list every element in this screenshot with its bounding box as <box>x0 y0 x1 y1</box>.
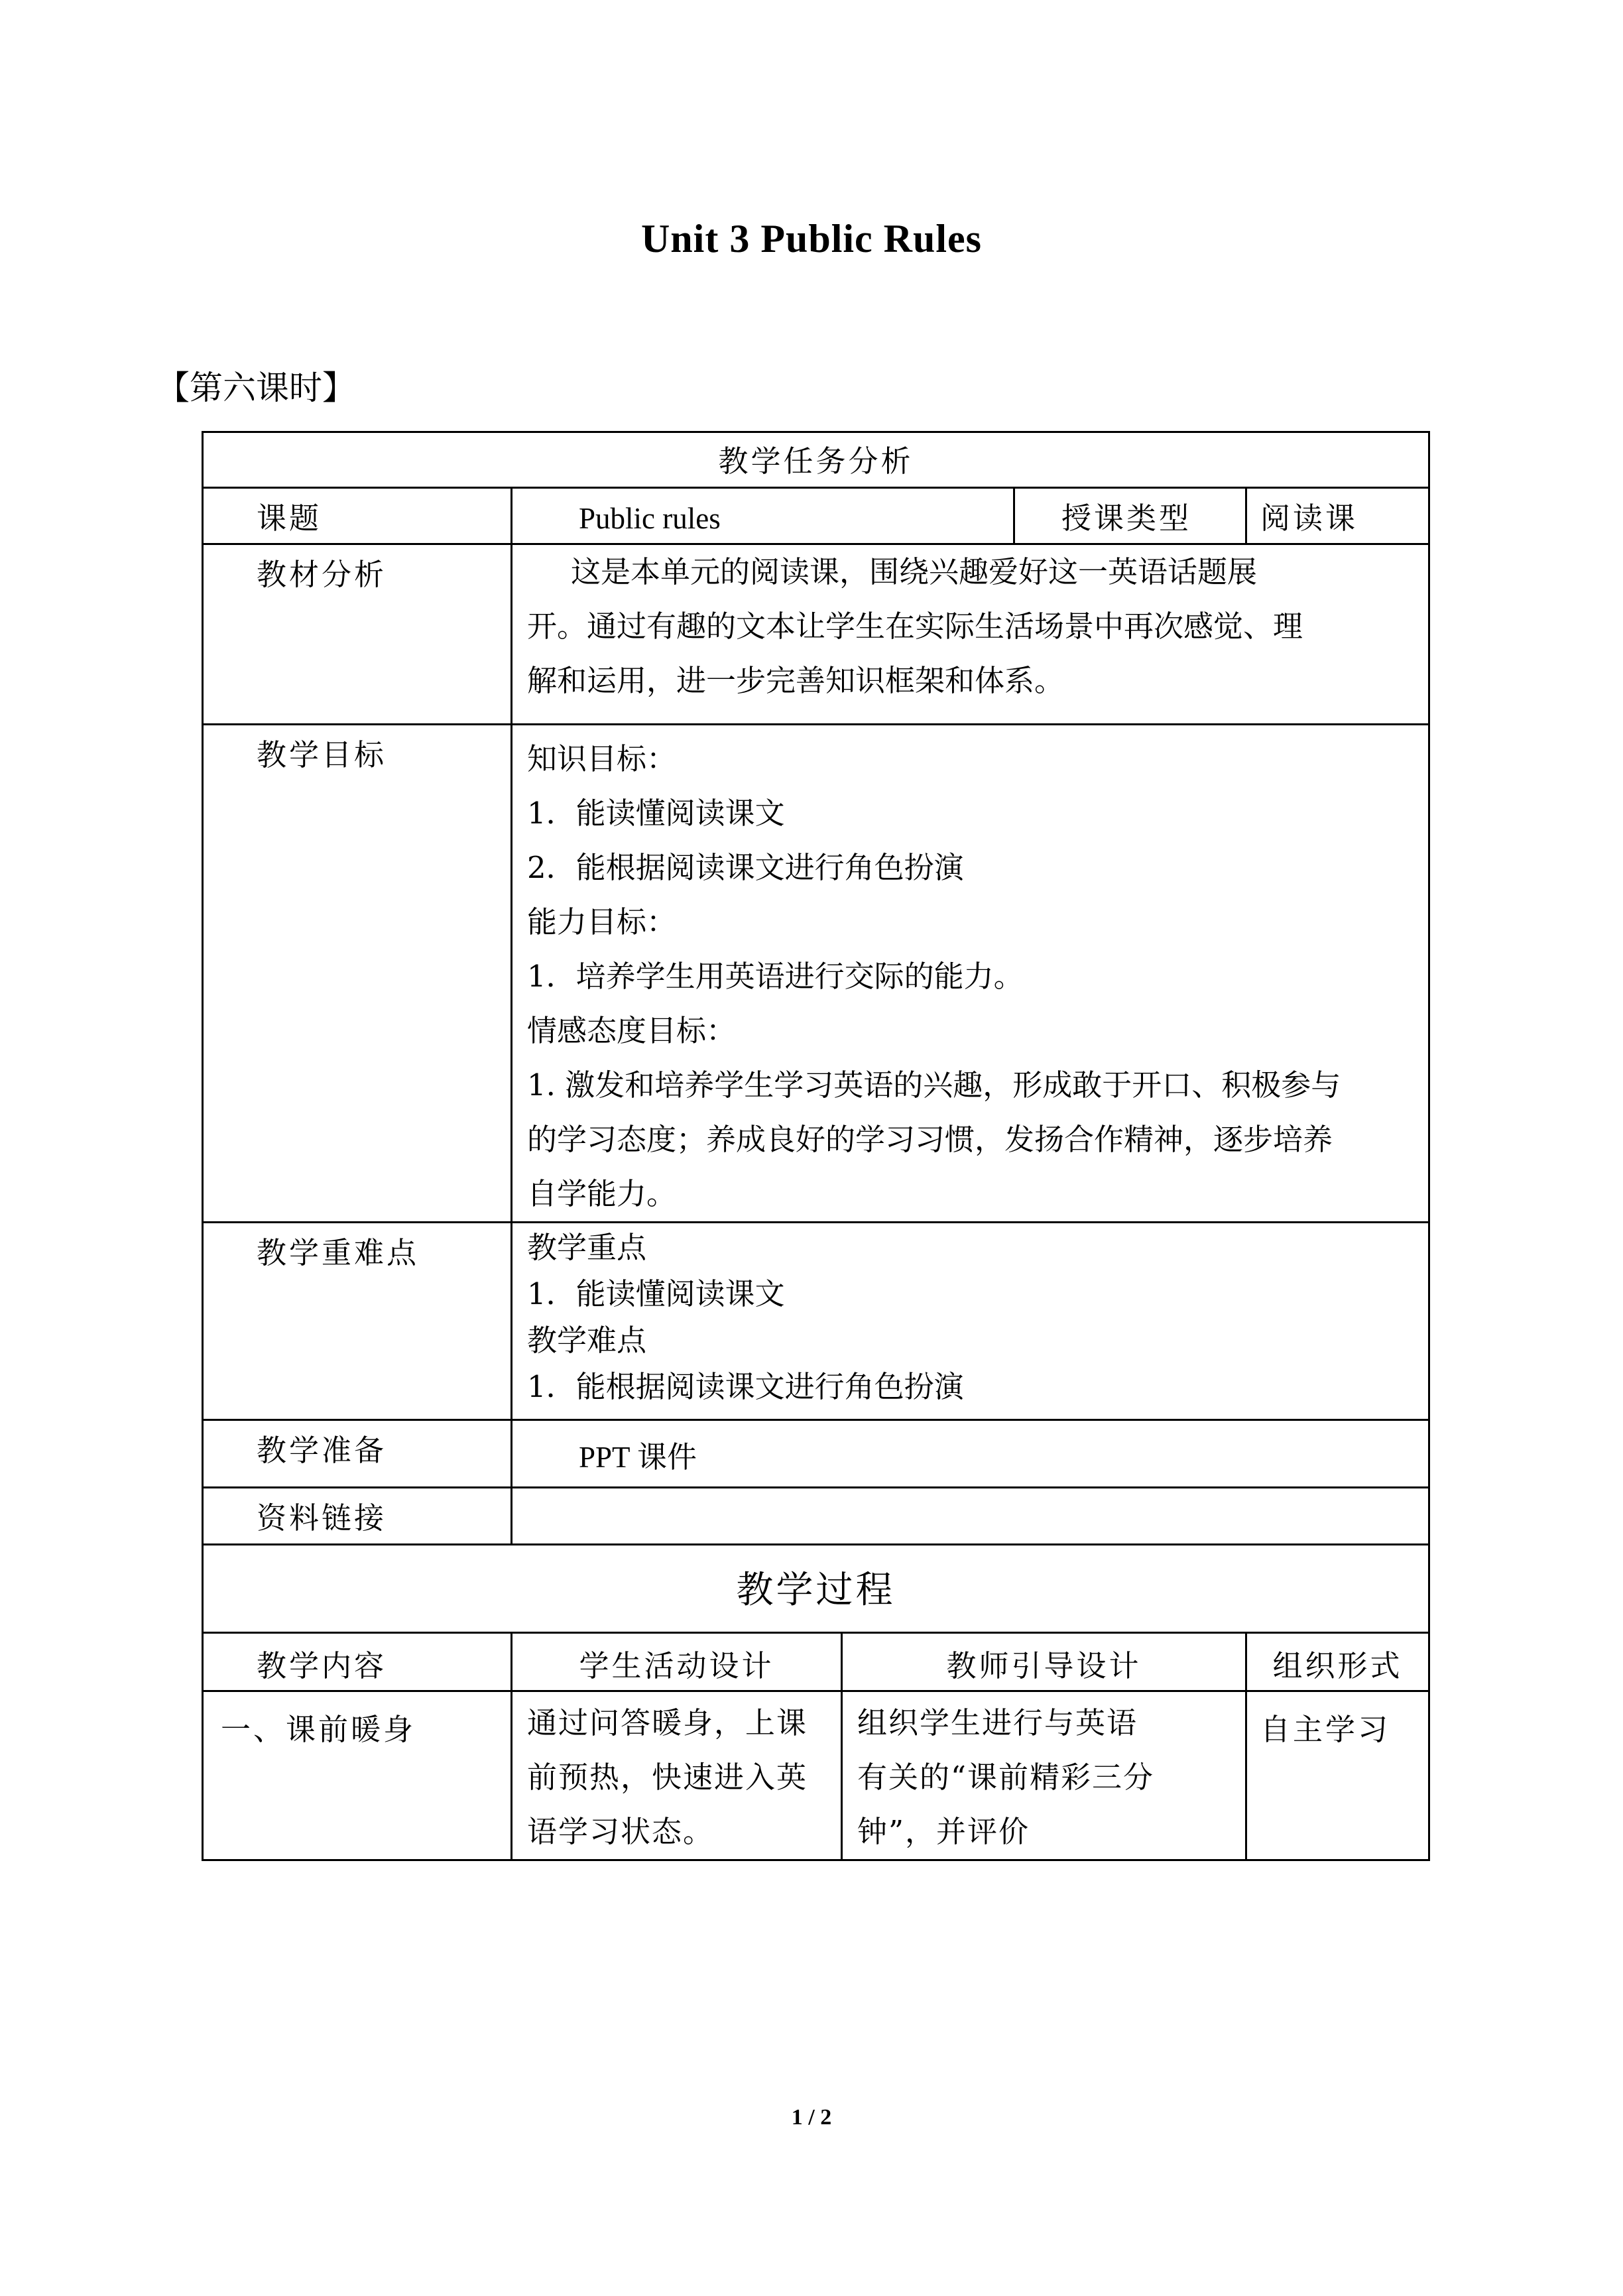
prep-value: PPT 课件 <box>512 1420 1429 1488</box>
material-text: 这是本单元的阅读课，围绕兴趣爱好这一英语话题展 开。通过有趣的文本让学生在实际生活场景中再次感觉、理 解和运用，进一步完善知识框架和体系。 <box>512 544 1429 725</box>
section-header-process: 教学过程 <box>203 1545 1429 1633</box>
column-header-teacher: 教师引导设计 <box>842 1633 1246 1691</box>
process-content: 一、课前暖身 <box>203 1691 512 1860</box>
lesson-tag: 【第六课时】 <box>156 369 355 407</box>
type-value: 阅读课 <box>1246 488 1429 544</box>
section-header-row-2 <box>203 1545 1429 1633</box>
goals-row <box>203 725 1429 1223</box>
process-columns-row <box>203 1633 1429 1691</box>
page-number: 1 / 2 <box>791 2105 832 2130</box>
prep-row <box>203 1420 1429 1488</box>
column-header-student: 学生活动设计 <box>512 1633 842 1691</box>
goals-label: 教学目标 <box>203 725 512 1223</box>
process-student-activity: 通过问答暖身，上课 前预热，快速进入英 语学习状态。 <box>512 1691 842 1860</box>
links-row <box>203 1488 1429 1545</box>
keypoints-text: 教学重点 1．能读懂阅读课文 教学难点 1．能根据阅读课文进行角色扮演 <box>512 1223 1429 1420</box>
process-teacher-guidance: 组织学生进行与英语 有关的“课前精彩三分 钟”，并评价 <box>842 1691 1246 1860</box>
material-label: 教材分析 <box>203 544 512 725</box>
column-header-form: 组织形式 <box>1246 1633 1429 1691</box>
document-title: Unit 3 Public Rules <box>640 217 983 261</box>
material-row <box>203 544 1429 725</box>
keypoints-row <box>203 1223 1429 1420</box>
section-header-task-analysis: 教学任务分析 <box>203 432 1429 488</box>
process-form: 自主学习 <box>1246 1691 1429 1860</box>
prep-label: 教学准备 <box>203 1420 512 1488</box>
keypoints-label: 教学重难点 <box>203 1223 512 1420</box>
goals-text: 知识目标： 1．能读懂阅读课文 2．能根据阅读课文进行角色扮演 能力目标： 1．培养学生用英语进行交际的能力。 情感态度目标： 1. 激发和培养学生学习英语的兴趣，形成敢于开口、积极参与 的学习态度；养成良好的学习习惯，发扬合作精神，逐步培养 自学能力。 <box>512 725 1429 1223</box>
topic-label: 课题 <box>203 488 512 544</box>
lesson-plan-table <box>202 431 1430 1861</box>
type-label: 授课类型 <box>1014 488 1246 544</box>
section-header-row <box>203 432 1429 488</box>
topic-value: Public rules <box>512 488 1014 544</box>
column-header-content: 教学内容 <box>203 1633 512 1691</box>
links-value <box>512 1488 1429 1545</box>
process-row <box>203 1691 1429 1860</box>
topic-row <box>203 488 1429 544</box>
links-label: 资料链接 <box>203 1488 512 1545</box>
